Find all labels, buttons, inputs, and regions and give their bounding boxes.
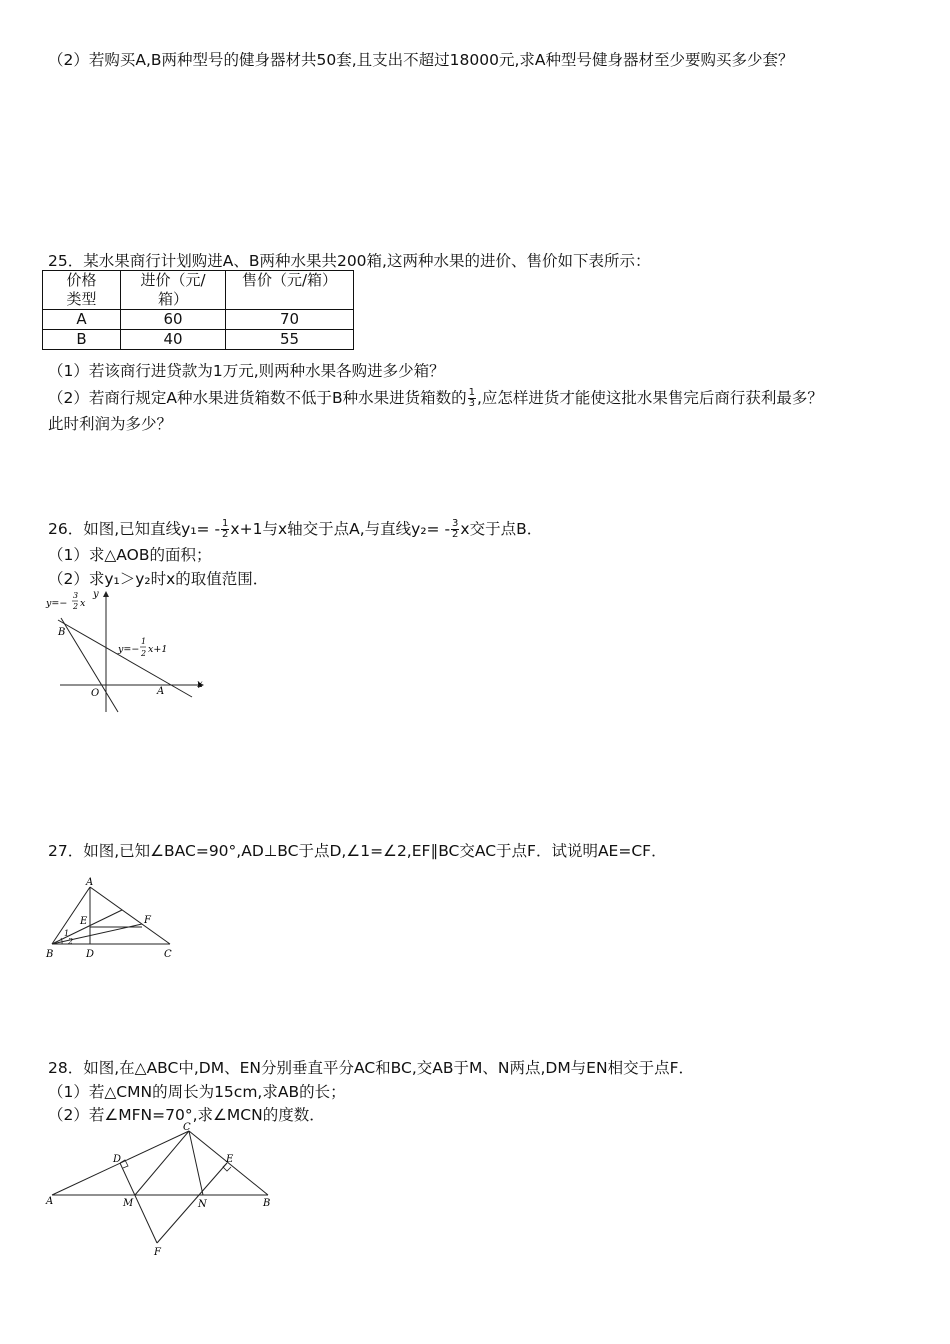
cell-cost: 60 bbox=[121, 310, 226, 330]
q27-figure bbox=[40, 876, 180, 966]
label-F: F bbox=[154, 1247, 161, 1258]
q28-part1: （1）若△CMN的周长为15cm,求AB的长； bbox=[48, 1083, 346, 1101]
q26-stem-c: x交于点B． bbox=[460, 520, 543, 538]
cell-type: B bbox=[43, 330, 121, 350]
label-M: M bbox=[123, 1198, 134, 1209]
q28-figure bbox=[40, 1120, 280, 1260]
label-axis-x: x bbox=[197, 679, 203, 690]
frac-num: 1 bbox=[222, 518, 229, 529]
label-point-A: A bbox=[157, 686, 165, 697]
label-line1-x: x+1 bbox=[148, 644, 168, 655]
label-angle2: 2 bbox=[68, 937, 74, 946]
q25-part2-text-a: （2）若商行规定A种水果进货箱数不低于B种水果进货箱数的 bbox=[48, 389, 467, 407]
q26-stem-b: x+1与x轴交于点A,与直线y₂= - bbox=[230, 520, 451, 538]
table-header-row bbox=[43, 271, 354, 310]
q25-part1: （1）若该商行进贷款为1万元,则两种水果各购进多少箱？ bbox=[48, 362, 445, 380]
q25-part2-cont: 此时利润为多少？ bbox=[48, 415, 173, 433]
q26-stem bbox=[48, 519, 542, 540]
q28-part2: （2）若∠MFN=70°,求∠MCN的度数． bbox=[48, 1106, 325, 1124]
table-row bbox=[43, 310, 354, 330]
q26-stem-a: 26．如图,已知直线y₁= - bbox=[48, 520, 221, 538]
label-B: B bbox=[263, 1198, 271, 1209]
header-cost-line1: 进价（元/ bbox=[140, 271, 206, 289]
header-cell-type bbox=[43, 271, 121, 310]
fraction-one-third bbox=[468, 388, 476, 409]
header-cell-cost bbox=[121, 271, 226, 310]
q27-stem: 27．如图,已知∠BAC=90°,AD⊥BC于点D,∠1=∠2,EF∥BC交AC于点F．试说明AE=CF． bbox=[48, 842, 667, 860]
label-A: A bbox=[46, 1196, 54, 1207]
label-point-B: B bbox=[58, 627, 66, 638]
cell-price: 70 bbox=[226, 310, 354, 330]
header-cost-line2: 箱） bbox=[157, 290, 188, 308]
q25-part2 bbox=[48, 388, 823, 409]
label-line1: y=− bbox=[118, 644, 140, 655]
label-D: D bbox=[113, 1154, 122, 1165]
fraction-three-halves bbox=[451, 519, 459, 540]
label-A: A bbox=[86, 877, 94, 888]
frac-den: 2 bbox=[222, 529, 229, 540]
y-axis-arrow bbox=[103, 591, 109, 597]
cell-cost: 40 bbox=[121, 330, 226, 350]
cell-type: A bbox=[43, 310, 121, 330]
price-table bbox=[42, 270, 354, 350]
label-N: N bbox=[198, 1199, 207, 1210]
segment-EF bbox=[157, 1163, 227, 1243]
table-row bbox=[43, 330, 354, 350]
label-E: E bbox=[80, 916, 88, 927]
segment-AC bbox=[90, 887, 170, 944]
q26-figure bbox=[40, 585, 220, 725]
label-B: B bbox=[46, 949, 54, 960]
cell-price: 55 bbox=[226, 330, 354, 350]
label-F: F bbox=[144, 915, 151, 926]
q25-stem: 25．某水果商行计划购进A、B两种水果共200箱,这两种水果的进价、售价如下表所示： bbox=[48, 252, 651, 270]
line-y2 bbox=[61, 618, 118, 712]
frac-den: 3 bbox=[468, 398, 475, 409]
q28-stem: 28．如图,在△ABC中,DM、EN分别垂直平分AC和BC,交AB于M、N两点,DM与EN相交于点F． bbox=[48, 1059, 694, 1077]
label-C: C bbox=[164, 949, 172, 960]
label-line1-den: 2 bbox=[141, 649, 147, 658]
label-line2-num: 3 bbox=[73, 591, 79, 600]
fraction-half bbox=[221, 519, 229, 540]
label-axis-y: y bbox=[93, 589, 99, 600]
segment-CM bbox=[135, 1131, 189, 1195]
label-line1-num: 1 bbox=[141, 637, 147, 646]
header-type-line2: 类型 bbox=[66, 290, 97, 308]
label-E: E bbox=[226, 1154, 234, 1165]
header-cell-price: 售价（元/箱） bbox=[226, 271, 354, 310]
frac-den: 2 bbox=[452, 529, 459, 540]
label-line2-den: 2 bbox=[73, 602, 79, 611]
q25-part2-text-b: ,应怎样进货才能使这批水果售完后商行获利最多？ bbox=[476, 389, 823, 407]
q26-part2: （2）求y₁＞y₂时x的取值范围． bbox=[48, 570, 269, 588]
q24-part2: （2）若购买A,B两种型号的健身器材共50套,且支出不超过18000元,求A种型号健身器材至少要购买多少套？ bbox=[48, 51, 794, 69]
label-line2: y=− bbox=[46, 598, 68, 609]
q26-part1: （1）求△AOB的面积； bbox=[48, 546, 212, 564]
label-angle1: 1 bbox=[64, 929, 70, 938]
label-point-O: O bbox=[91, 688, 100, 699]
label-D: D bbox=[86, 949, 95, 960]
frac-num: 1 bbox=[468, 387, 475, 398]
label-line2-x: x bbox=[80, 598, 86, 609]
header-type-line1: 价格 bbox=[66, 271, 97, 289]
frac-num: 3 bbox=[452, 518, 459, 529]
label-C: C bbox=[183, 1122, 191, 1133]
